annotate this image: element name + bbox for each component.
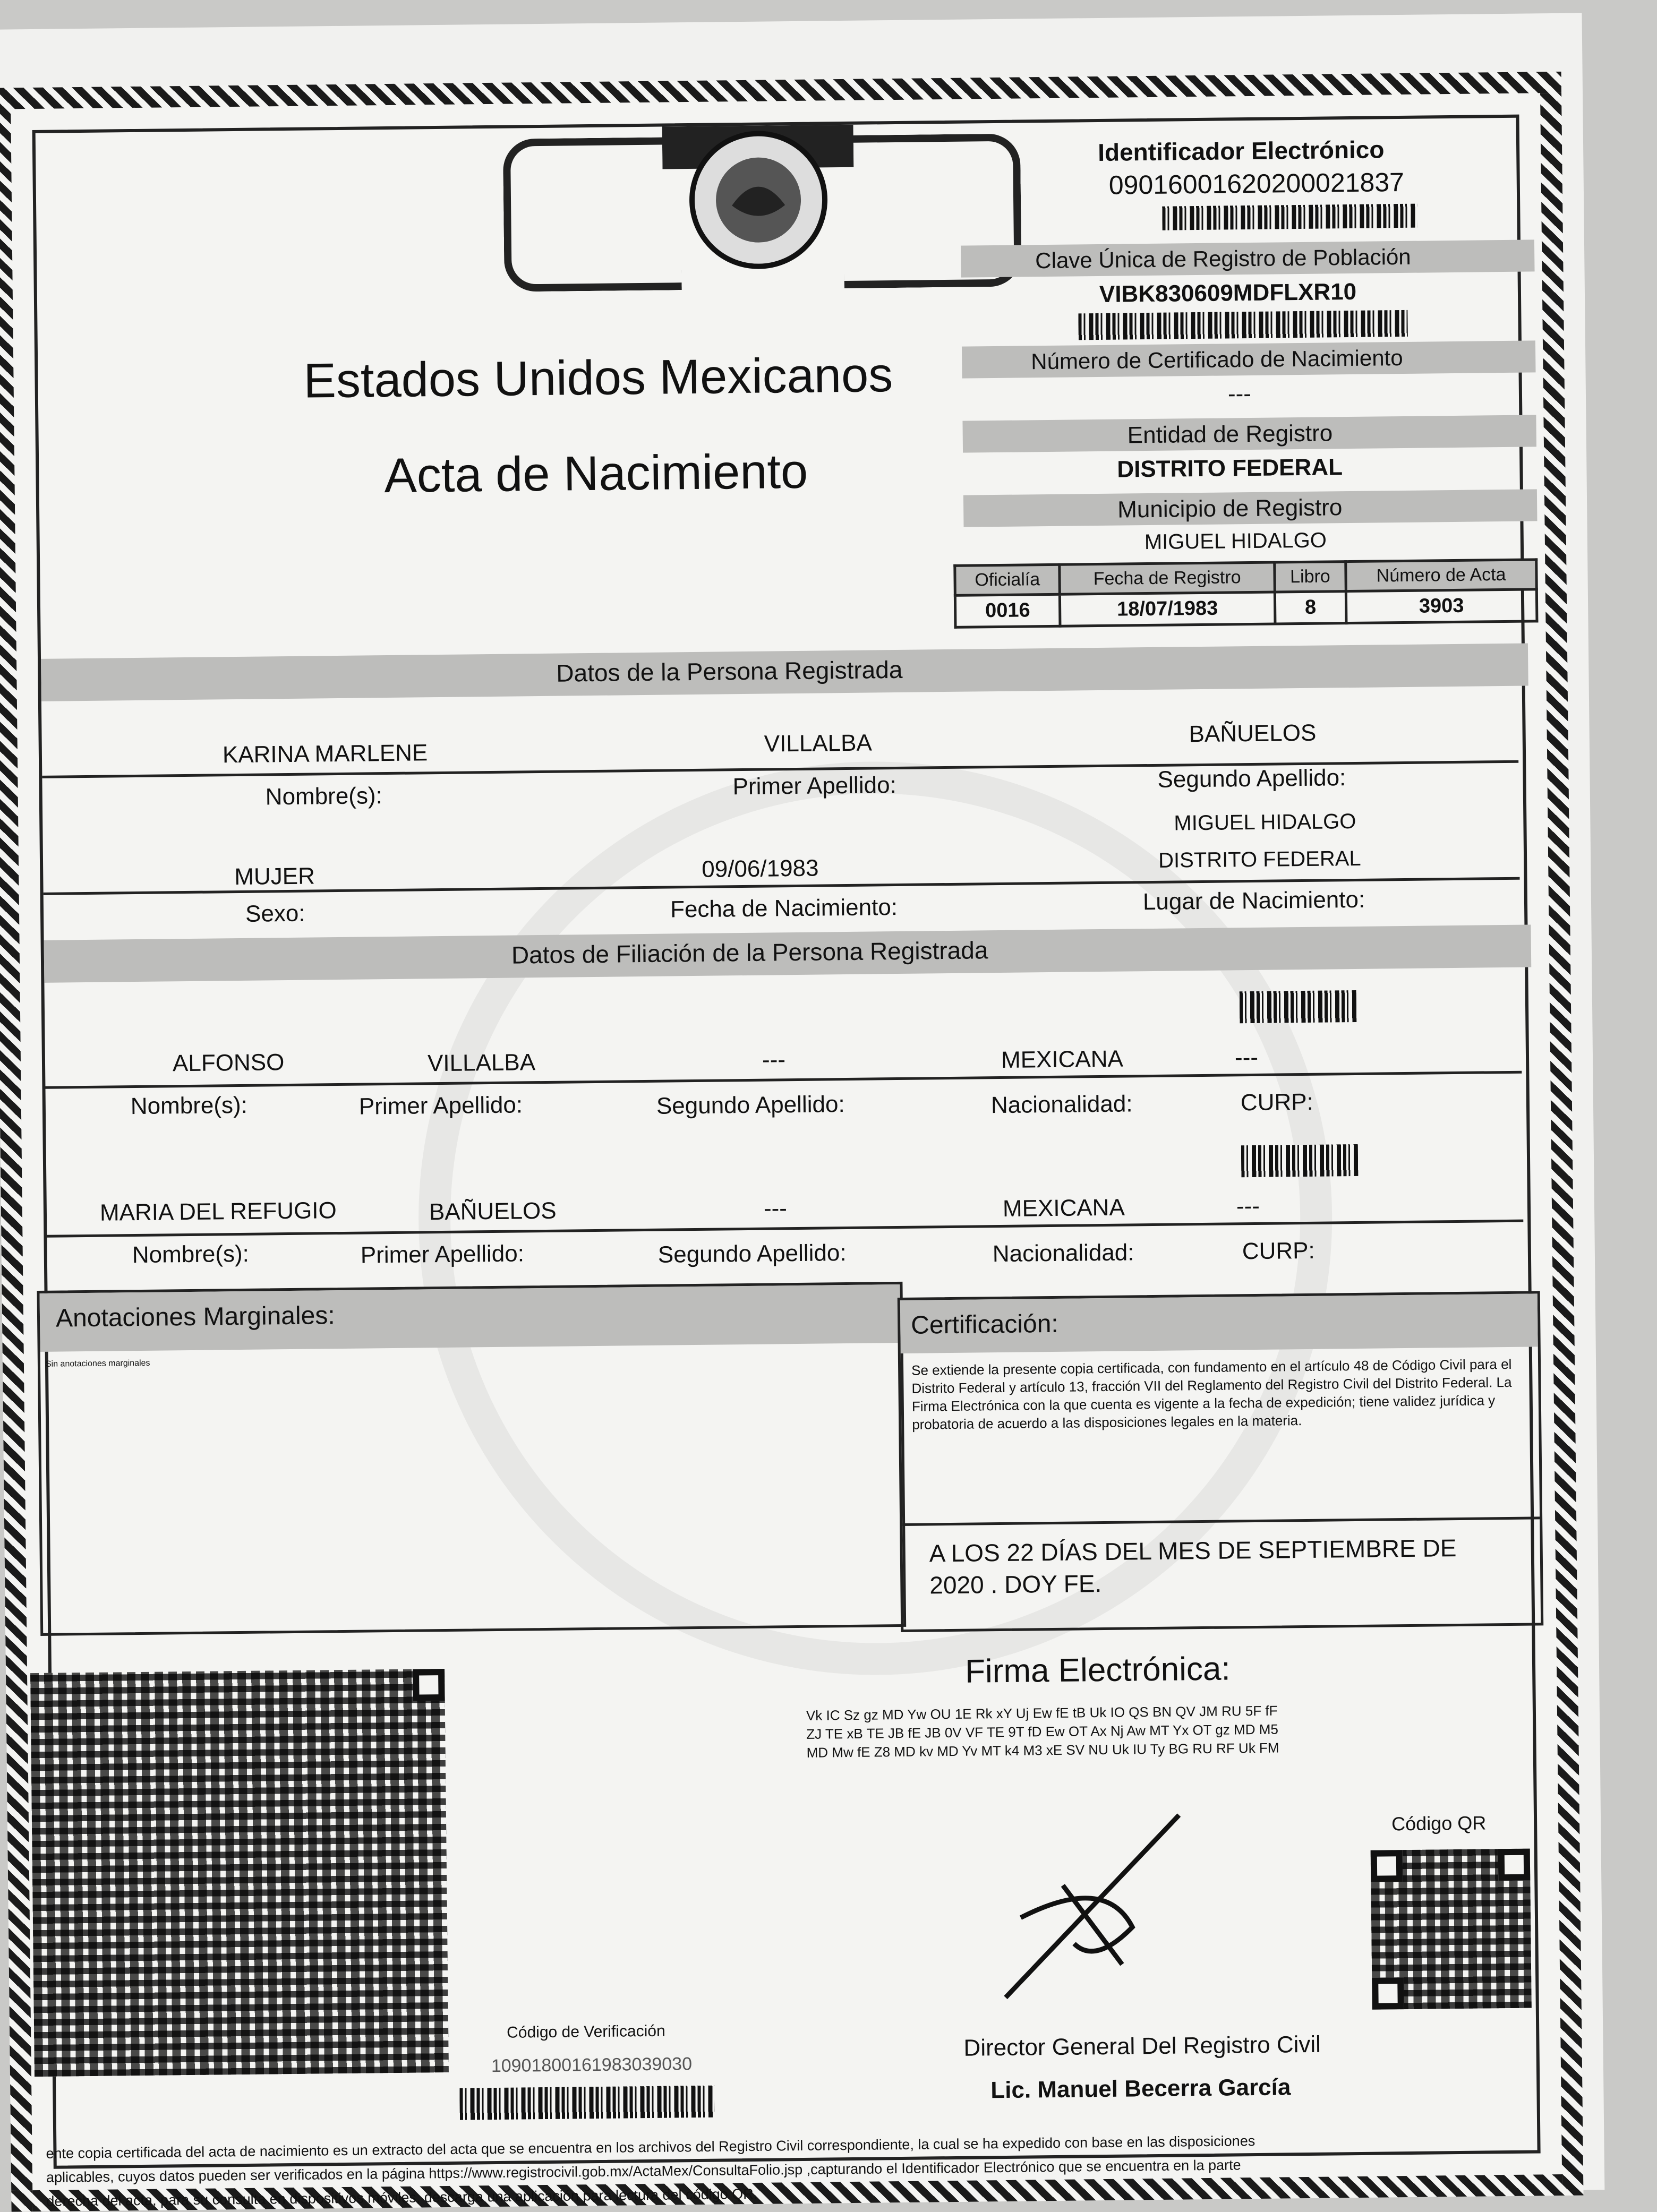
- mother-curp-label: CURP:: [1242, 1237, 1315, 1265]
- small-qr-code: [1371, 1849, 1532, 2010]
- person-first-surname-label: Primer Apellido:: [732, 772, 897, 800]
- electronic-signature-line3: MD Mw fE Z8 MD kv MD Yv MT k4 M3 xE SV NU Uk IU Ty BG RU RF Uk FM: [806, 1739, 1279, 1761]
- person-first-surname: VILLALBA: [764, 730, 873, 757]
- electronic-signature-line2: ZJ TE xB TE JB fE JB 0V VF TE 9T fD Ew OT Ax Nj Aw MT Yx OT gz MD M5: [806, 1721, 1279, 1742]
- person-second-surname: BAÑUELOS: [1189, 719, 1317, 748]
- person-birth-place-line1: MIGUEL HIDALGO: [1174, 809, 1356, 835]
- registry-table-value-row: [955, 589, 1537, 627]
- mother-name: MARIA DEL REFUGIO: [99, 1197, 337, 1226]
- registry-header-act-number: Número de Acta: [1346, 560, 1537, 591]
- mother-second-surname-label: Segundo Apellido:: [657, 1240, 847, 1268]
- father-curp-barcode: [1240, 990, 1357, 1023]
- registry-date-value: 18/07/1983: [1060, 592, 1275, 626]
- mother-second-surname: ---: [763, 1195, 788, 1222]
- certification-date-line2: 2020 . DOY FE.: [929, 1570, 1102, 1599]
- person-name-label: Nombre(s):: [265, 783, 383, 810]
- annotations-title: Anotaciones Marginales:: [55, 1301, 335, 1333]
- document-title: Acta de Nacimiento: [383, 444, 808, 503]
- mother-curp-barcode: [1241, 1144, 1359, 1177]
- footer-line1: ente copia certificada del acta de nacimiento es un extracto del acta que se encuentra en los archivos del Registro Civil correspondiente, la cual se ha expedido con base en las disposiciones: [46, 2133, 1255, 2162]
- director-name: Lic. Manuel Becerra García: [990, 2074, 1291, 2104]
- verification-code: 10901800161983039030: [491, 2054, 693, 2077]
- person-birth-place-line2: DISTRITO FEDERAL: [1158, 846, 1361, 872]
- footer-line3: derecha del acta, para su consulta en dispositivos móviles, descarga una aplicación para lectura del código QR.: [46, 2185, 758, 2209]
- annotations-box: [37, 1282, 906, 1636]
- registry-act-number-value: 3903: [1346, 589, 1537, 623]
- director-title: Director General Del Registro Civil: [963, 2031, 1321, 2061]
- father-first-surname: VILLALBA: [427, 1049, 536, 1077]
- cert-number-label: Número de Certificado de Nacimiento: [1031, 345, 1403, 374]
- mother-nationality: MEXICANA: [1002, 1194, 1125, 1222]
- person-section-title: Datos de la Persona Registrada: [556, 655, 903, 687]
- person-name: KARINA MARLENE: [222, 740, 428, 768]
- entity-label: Entidad de Registro: [1127, 420, 1333, 449]
- certification-date-line1: A LOS 22 DÍAS DEL MES DE SEPTIEMBRE DE: [929, 1534, 1457, 1567]
- curp-label: Clave Única de Registro de Población: [1035, 244, 1411, 273]
- electronic-id-barcode: [1162, 204, 1417, 230]
- person-birth-date-label: Fecha de Nacimiento:: [670, 894, 898, 923]
- qr-finder-bottom-left: [1372, 1977, 1404, 2010]
- large-qr-finder-top-right: [413, 1669, 445, 1701]
- mother-first-surname-label: Primer Apellido:: [360, 1240, 525, 1268]
- registry-header-book: Libro: [1274, 562, 1346, 592]
- national-seal: [662, 125, 855, 286]
- curp-barcode: [1078, 310, 1407, 340]
- electronic-signature-title: Firma Electrónica:: [964, 1650, 1231, 1690]
- seal-ornament-left: [503, 137, 682, 291]
- person-second-surname-label: Segundo Apellido:: [1157, 765, 1346, 793]
- qr-label: Código QR: [1391, 1812, 1487, 1835]
- verification-label: Código de Verificación: [507, 2022, 665, 2042]
- father-nationality-label: Nacionalidad:: [990, 1091, 1133, 1119]
- municipality-value: MIGUEL HIDALGO: [1144, 528, 1327, 554]
- certification-text: Se extiende la presente copia certificada, con fundamento en el artículo 48 de Código Civil para el Distrito Federal y artículo 13, fracción VII del Reglamento del Registro Civil del Distrito Federal. La Firma Electrónica con la que cuenta es vigente a la fecha de expedición; tiene validez jurídica y probatoria de acuerdo a las disposiciones legales en la materia.: [911, 1356, 1512, 1433]
- filiation-section-title: Datos de Filiación de la Persona Registrada: [511, 936, 988, 969]
- certificate-frame: [32, 115, 1541, 2209]
- person-sex-label: Sexo:: [245, 900, 305, 927]
- registry-book-value: 8: [1275, 591, 1346, 624]
- certification-title: Certificación:: [910, 1309, 1058, 1340]
- father-name: ALFONSO: [172, 1049, 285, 1077]
- curp-value: VIBK830609MDFLXR10: [1099, 278, 1357, 307]
- certificate-sheet: [0, 72, 1583, 2212]
- father-nationality: MEXICANA: [1001, 1045, 1124, 1073]
- certification-divider: [902, 1516, 1540, 1526]
- entity-value: DISTRITO FEDERAL: [1117, 454, 1343, 483]
- person-birth-place-label: Lugar de Nacimiento:: [1142, 886, 1365, 915]
- cert-number-value: ---: [1227, 380, 1252, 407]
- large-qr-code: [30, 1669, 449, 2077]
- father-second-surname-label: Segundo Apellido:: [656, 1091, 845, 1119]
- father-second-surname: ---: [762, 1047, 786, 1073]
- registry-header-office: Oficialía: [955, 564, 1060, 595]
- registry-table: [953, 558, 1538, 629]
- electronic-id: 09016001620200021837: [1108, 167, 1405, 200]
- country-title: Estados Unidos Mexicanos: [303, 348, 893, 408]
- person-sex: MUJER: [234, 863, 315, 890]
- municipality-label: Municipio de Registro: [1117, 494, 1343, 523]
- registry-office-value: 0016: [955, 594, 1060, 627]
- footer-line2: aplicables, cuyos datos pueden ser verificados en la página https://www.registrocivil.gob.mx/ActaMex/ConsultaFolio.jsp ,capturando el Identificador Electrónico que se encuentra en la parte: [46, 2157, 1241, 2185]
- qr-finder-top-left: [1371, 1850, 1403, 1882]
- certification-box: [898, 1291, 1544, 1632]
- director-signature-scribble: [998, 1794, 1213, 2008]
- mother-first-surname: BAÑUELOS: [429, 1197, 557, 1225]
- mother-curp: ---: [1236, 1193, 1260, 1220]
- annotations-text: Sin anotaciones marginales: [45, 1358, 150, 1369]
- verification-barcode: [459, 2086, 715, 2120]
- father-curp: ---: [1234, 1044, 1259, 1071]
- registry-header-date: Fecha de Registro: [1060, 562, 1275, 594]
- electronic-id-label: Identificador Electrónico: [1097, 135, 1385, 166]
- qr-finder-top-right: [1498, 1849, 1531, 1881]
- person-birth-date: 09/06/1983: [701, 855, 819, 882]
- paper: [0, 13, 1604, 2209]
- father-name-label: Nombre(s):: [130, 1092, 248, 1120]
- mother-name-label: Nombre(s):: [132, 1240, 250, 1268]
- mother-nationality-label: Nacionalidad:: [992, 1239, 1134, 1267]
- electronic-signature-line1: Vk IC Sz gz MD Yw OU 1E Rk xY Uj Ew fE tB Uk IO QS BN QV JM RU 5F fF: [806, 1702, 1278, 1724]
- father-first-surname-label: Primer Apellido:: [358, 1092, 523, 1120]
- father-curp-label: CURP:: [1240, 1088, 1314, 1116]
